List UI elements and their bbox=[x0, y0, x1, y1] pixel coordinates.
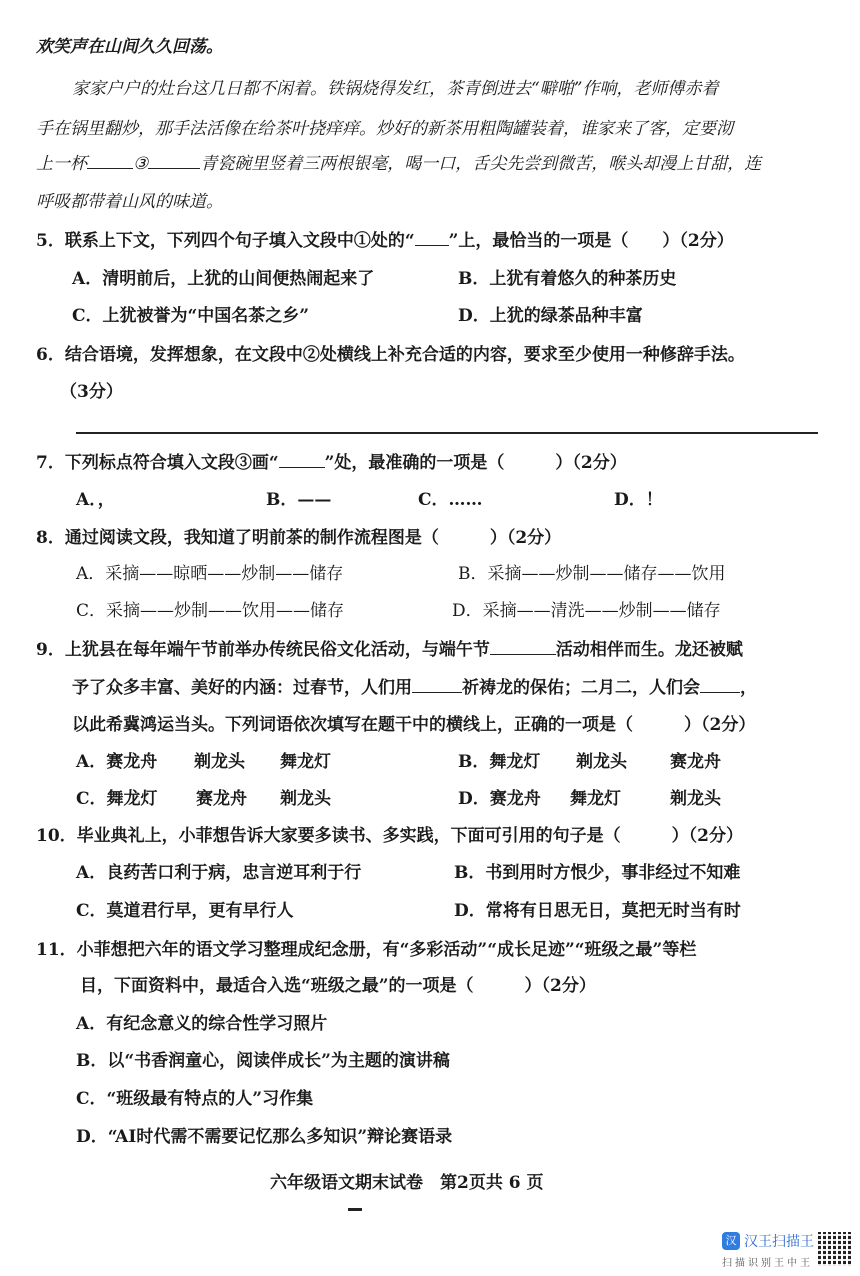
option-word: A．赛龙舟 bbox=[76, 752, 158, 772]
scanner-watermark bbox=[722, 1228, 856, 1274]
option-a[interactable]: A．采摘——晾晒——炒制——储存 bbox=[76, 564, 344, 584]
stem-text: 予了众多丰富、美好的内涵：过春节，人们用 bbox=[72, 678, 412, 698]
option-a[interactable] bbox=[76, 751, 331, 773]
answer-blank bbox=[700, 678, 740, 693]
scanner-app-name: 汉王扫描王 bbox=[744, 1234, 814, 1250]
answer-blank[interactable] bbox=[148, 154, 200, 169]
stem-text: 祈祷龙的保佑；二月二，人们会 bbox=[462, 678, 700, 698]
option-word: 剃龙头 bbox=[194, 752, 245, 772]
option-c[interactable]: C．“班级最有特点的人”习作集 bbox=[76, 1089, 314, 1109]
option-c[interactable]: C．…… bbox=[418, 490, 483, 510]
stem-text: 活动相伴而生。龙还被赋 bbox=[555, 640, 743, 660]
option-b[interactable]: B．上犹有着悠久的种茶历史 bbox=[458, 269, 677, 289]
option-word: 剃龙头 bbox=[576, 752, 627, 772]
option-word: C．舞龙灯 bbox=[76, 789, 158, 809]
option-a[interactable]: A．有纪念意义的综合性学习照片 bbox=[76, 1014, 328, 1034]
option-d[interactable]: D．常将有日思无日，莫把无时当有时 bbox=[454, 901, 741, 921]
option-d[interactable]: D．采摘——清洗——炒制——储存 bbox=[452, 601, 721, 621]
stem-text: ”处，最准确的一项是（ ）（2分） bbox=[324, 453, 627, 473]
stem-text: 7．下列标点符合填入文段③画“ bbox=[36, 453, 279, 473]
page-mark bbox=[348, 1208, 362, 1211]
option-a[interactable]: A．， bbox=[76, 490, 115, 510]
passage-line: 家家户户的灶台这几日都不闲着。铁锅烧得发红，茶青倒进去“噼啪”作响，老师傅赤着 bbox=[72, 79, 719, 99]
page-footer: 六年级语文期末试卷 第2页共 6 页 bbox=[270, 1173, 544, 1193]
stem-text: 9．上犹县在每年端午节前举办传统民俗文化活动，与端午节 bbox=[36, 640, 490, 660]
blank-marker: ③ bbox=[133, 154, 149, 174]
question-6-stem: 6．结合语境，发挥想象，在文段中②处横线上补充合适的内容，要求至少使用一种修辞手法。 bbox=[36, 345, 745, 365]
question-8-stem: 8．通过阅读文段，我知道了明前茶的制作流程图是（ ）（2分） bbox=[36, 528, 562, 548]
option-word: 剃龙头 bbox=[280, 789, 331, 809]
option-word: 赛龙舟 bbox=[196, 789, 247, 809]
answer-blank bbox=[279, 453, 325, 468]
answer-line[interactable] bbox=[76, 432, 818, 434]
option-b[interactable]: B．—— bbox=[266, 490, 332, 510]
option-c[interactable] bbox=[76, 788, 331, 810]
option-b[interactable]: B．书到用时方恨少，事非经过不知难 bbox=[454, 863, 741, 883]
passage-line: 欢笑声在山间久久回荡。 bbox=[36, 37, 223, 57]
scanner-slogan: 扫描识别王中王 bbox=[722, 1258, 813, 1269]
passage-line: 呼吸都带着山风的味道。 bbox=[36, 192, 223, 212]
option-d[interactable]: D．！ bbox=[614, 490, 663, 510]
option-c[interactable]: C．莫道君行早，更有早行人 bbox=[76, 901, 294, 921]
answer-blank bbox=[490, 640, 556, 655]
passage-line bbox=[36, 153, 761, 175]
passage-text: 青瓷碗里竖着三两根银毫，喝一口，舌尖先尝到微苦，喉头却漫上甘甜，连 bbox=[200, 154, 762, 174]
passage-line: 手在锅里翻炒，那手法活像在给茶叶挠痒痒。炒好的新茶用粗陶罐装着，谁家来了客，定要沏 bbox=[36, 119, 733, 139]
question-6-score: （3分） bbox=[60, 382, 123, 402]
answer-blank[interactable] bbox=[87, 154, 133, 169]
option-c[interactable]: C．上犹被誉为“中国名茶之乡” bbox=[72, 306, 310, 326]
passage-text: 上一杯 bbox=[36, 154, 87, 174]
question-11-stem: 目，下面资料中，最适合入选“班级之最”的一项是（ ）（2分） bbox=[80, 976, 596, 996]
option-d[interactable]: D．“AI时代需不需要记忆那么多知识”辩论赛语录 bbox=[76, 1127, 453, 1147]
option-word: B．舞龙灯 bbox=[458, 752, 541, 772]
question-9-stem bbox=[36, 639, 743, 661]
stem-text: ”上，最恰当的一项是（ ）（2分） bbox=[448, 231, 734, 251]
option-word: 舞龙灯 bbox=[570, 789, 621, 809]
option-b[interactable]: B．采摘——炒制——储存——饮用 bbox=[458, 564, 726, 584]
option-b[interactable]: B．以“书香润童心，阅读伴成长”为主题的演讲稿 bbox=[76, 1051, 450, 1071]
option-d[interactable]: D．上犹的绿茶品种丰富 bbox=[458, 306, 643, 326]
question-9-stem: 以此希冀鸿运当头。下列词语依次填写在题干中的横线上，正确的一项是（ ）（2分） bbox=[72, 715, 756, 735]
answer-blank bbox=[412, 678, 462, 693]
question-5-stem bbox=[36, 230, 734, 252]
option-b[interactable] bbox=[458, 751, 721, 773]
option-word: 舞龙灯 bbox=[280, 752, 331, 772]
option-a[interactable]: A．清明前后，上犹的山间便热闹起来了 bbox=[72, 269, 375, 289]
option-word: 赛龙舟 bbox=[670, 752, 721, 772]
option-d[interactable] bbox=[458, 788, 721, 810]
stem-text: 5．联系上下文，下列四个句子填入文段中①处的“ bbox=[36, 231, 415, 251]
question-10-stem: 10．毕业典礼上，小菲想告诉大家要多读书、多实践，下面可引用的句子是（ ）（2分） bbox=[36, 826, 743, 846]
qr-code-icon bbox=[818, 1232, 852, 1266]
option-c[interactable]: C．采摘——炒制——饮用——储存 bbox=[76, 601, 345, 621]
question-11-stem: 11．小菲想把六年的语文学习整理成纪念册，有“多彩活动”“成长足迹”“班级之最”等栏 bbox=[36, 940, 697, 960]
option-word: D．赛龙舟 bbox=[458, 789, 541, 809]
stem-text: ， bbox=[740, 678, 757, 698]
answer-blank bbox=[415, 231, 449, 246]
question-9-stem bbox=[72, 677, 757, 699]
option-word: 剃龙头 bbox=[670, 789, 721, 809]
question-7-stem bbox=[36, 452, 627, 474]
scanner-logo-icon: 汉 bbox=[722, 1232, 740, 1250]
option-a[interactable]: A．良药苦口利于病，忠言逆耳利于行 bbox=[76, 863, 362, 883]
